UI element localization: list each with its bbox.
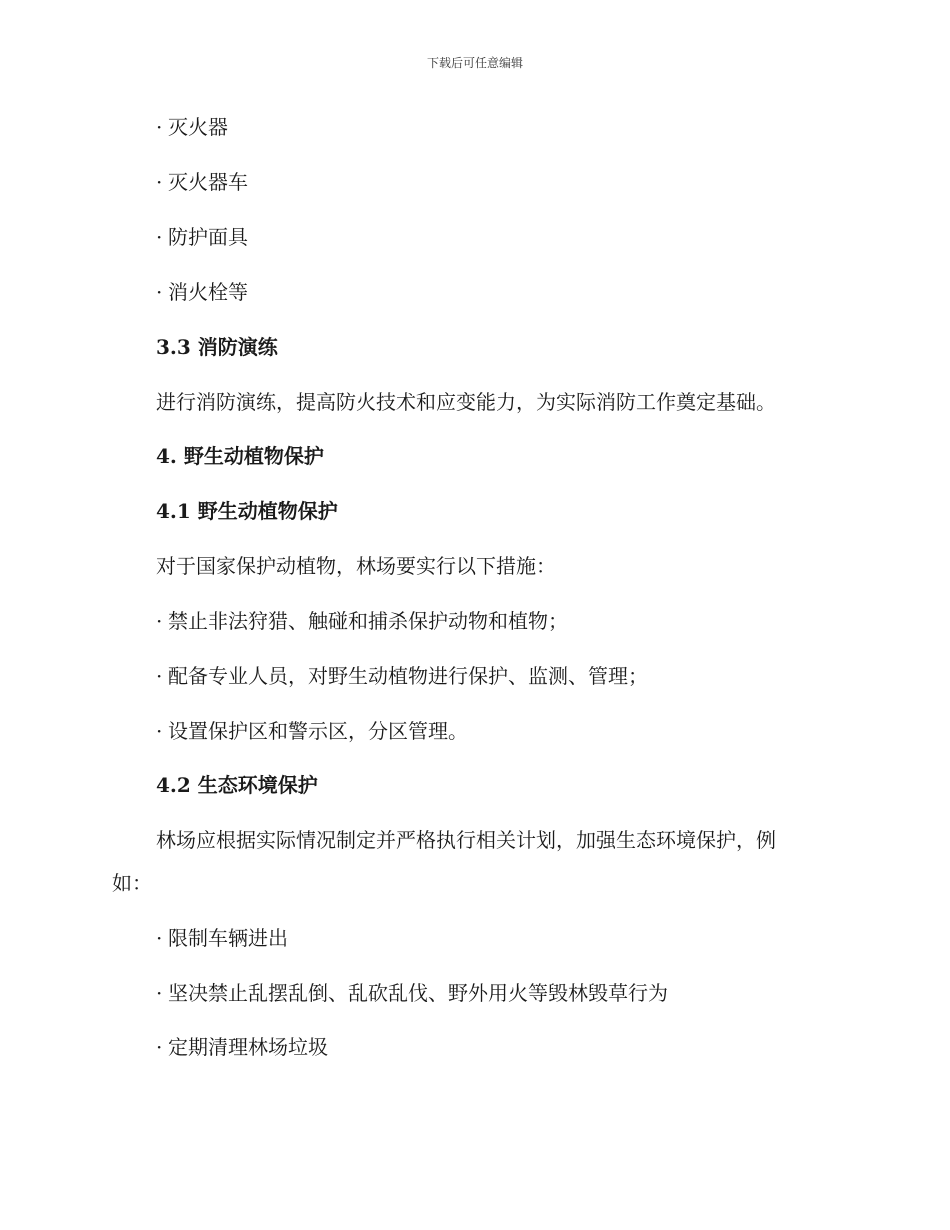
list-item-text: 定期清理林场垃圾 xyxy=(168,1035,328,1059)
bullet-marker: · xyxy=(156,280,163,304)
bullet-marker: · xyxy=(156,115,163,139)
list-item-staff xyxy=(0,662,950,690)
paragraph-4-2-line-1: 林场应根据实际情况制定并严格执行相关计划，加强生态环境保护，例 xyxy=(156,828,776,852)
list-item-text: 灭火器 xyxy=(168,115,228,139)
list-item-text: 配备专业人员，对野生动植物进行保护、监测、管理； xyxy=(168,664,648,688)
list-item-extinguisher-cart xyxy=(0,168,950,196)
list-item-fire-extinguisher xyxy=(0,113,950,141)
list-item-text: 限制车辆进出 xyxy=(168,926,288,950)
paragraph-4-1: 对于国家保护动植物，林场要实行以下措施： xyxy=(156,554,556,578)
paragraph-3-3: 进行消防演练，提高防火技术和应变能力，为实际消防工作奠定基础。 xyxy=(156,390,776,414)
list-item-ban-hunting xyxy=(0,607,950,635)
page-header: 下载后可任意编辑 xyxy=(426,56,523,70)
bullet-marker: · xyxy=(156,1035,163,1059)
bullet-marker: · xyxy=(156,170,163,194)
list-item-text: 设置保护区和警示区，分区管理。 xyxy=(168,719,468,743)
list-item-text: 防护面具 xyxy=(168,225,248,249)
list-item-text: 消火栓等 xyxy=(168,280,248,304)
list-item-text: 禁止非法狩猎、触碰和捕杀保护动物和植物； xyxy=(168,609,568,633)
list-item-fire-hydrant xyxy=(0,278,950,306)
list-item-vehicle-limit xyxy=(0,924,950,952)
bullet-marker: · xyxy=(156,664,163,688)
list-item-garbage-cleanup xyxy=(0,1033,950,1061)
bullet-marker: · xyxy=(156,609,163,633)
list-item-zones xyxy=(0,717,950,745)
bullet-marker: · xyxy=(156,926,163,950)
list-item-protective-mask xyxy=(0,223,950,251)
list-item-ban-destruction xyxy=(0,979,950,1007)
list-item-text: 灭火器车 xyxy=(168,170,248,194)
bullet-marker: · xyxy=(156,225,163,249)
bullet-marker: · xyxy=(156,981,163,1005)
paragraph-4-2-line-2: 如： xyxy=(112,871,152,895)
section-heading-4: 4. 野生动植物保护 xyxy=(156,444,324,468)
list-item-text: 坚决禁止乱摆乱倒、乱砍乱伐、野外用火等毁林毁草行为 xyxy=(168,981,668,1005)
bullet-marker: · xyxy=(156,719,163,743)
section-heading-4-2: 4.2 生态环境保护 xyxy=(156,773,318,797)
section-heading-3-3: 3.3 消防演练 xyxy=(156,335,278,359)
section-heading-4-1: 4.1 野生动植物保护 xyxy=(156,499,338,523)
